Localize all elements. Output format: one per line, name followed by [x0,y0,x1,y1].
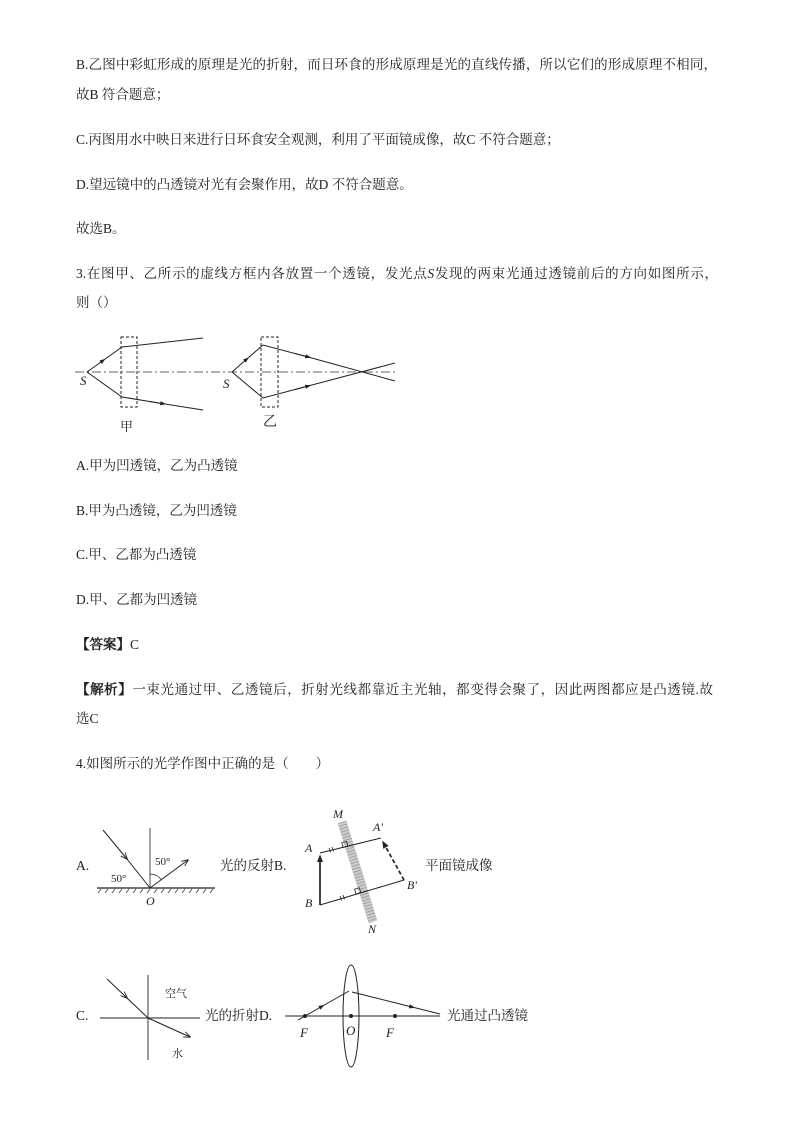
object-bottom-label: B [305,896,313,910]
ray-jia-lower [87,372,165,404]
medium-label-air: 空气 [165,987,187,1000]
mirror-label-m: M [333,807,343,821]
analysis-label: 【解析】 [76,682,133,697]
q3-analysis-line2: 选C [76,711,99,726]
q2-option-c-analysis: C.丙图用水中映日来进行日环食安全观测，利用了平面镜成像，故C 不符合题意； [76,132,560,147]
incident-ray [127,998,148,1018]
incident-ray [127,859,150,888]
q3-answer [76,636,139,654]
image-top-label: A' [373,820,383,834]
refraction-figure [98,970,203,1065]
q2-option-d-analysis: D.望远镜中的凸透镜对光有会聚作用，故D 不符合题意。 [76,177,413,192]
image-bottom-label: B' [407,878,417,892]
incident-ray-arrow [103,830,127,859]
plane-mirror-figure [300,805,425,935]
incidence-point-label: O [146,894,155,908]
ray-yi-lower [232,372,310,398]
source-label-right: S [223,376,230,391]
ray-yi-upper-refracted-arrow [295,354,310,358]
medium-label-water: 水 [172,1047,183,1060]
angle-label-incident: 50° [111,873,127,885]
q3-option-d: D.甲、乙都为凹透镜 [76,592,198,607]
angle-label-reflected: 50° [155,856,171,868]
q4-option-c-label: C. [76,1008,89,1023]
q3-option-a: A.甲为凹透镜，乙为凸透镜 [76,458,238,473]
q4-caption-c-and-label-d [205,1007,272,1025]
mirror-label-n: N [368,922,377,936]
q3-light-source-symbol: S [427,266,435,281]
reflection-figure [90,820,220,915]
q2-conclusion: 故选B。 [76,221,126,236]
ray-yi-upper [248,345,310,358]
q3-option-c: C.甲、乙都为凸透镜 [76,547,197,562]
q4-option-d-label: D. [259,1008,273,1023]
ray-yi-upper-end [310,358,395,382]
optical-center-label: O [346,1023,356,1038]
q3-analysis-line1 [76,681,713,699]
answer-value: C [130,637,140,652]
analysis-text: 一束光通过甲、乙透镜后，折射光线都靠近主光轴，都变得会聚了，因此两图都应是凸透镜.故 [132,682,714,697]
q4-option-d-caption: 光通过凸透镜 [447,1008,528,1023]
incident-ray [324,991,350,1006]
ray-yi-upper-incident-arrow [232,358,248,372]
q3-option-b: B.甲为凸透镜，乙为凹透镜 [76,503,237,518]
incident-ray-arrow [298,1006,324,1021]
q3-stem-text-part2: 发现的两束光通过透镜前后的方向如图所示， [434,266,719,281]
refracted-ray [148,1018,190,1037]
answer-label: 【答案】 [76,637,130,652]
q4-stem: 4.如图所示的光学作图中正确的是（ ） [76,756,330,771]
image-arrow-ab-prime [383,842,404,880]
source-label-left: S [80,373,87,388]
ray-jia-lower-refracted-arrow [150,402,165,404]
refracted-ray-arrow [352,992,414,1008]
focus-label-left: F [300,1025,308,1040]
object-top-label: A [305,841,313,855]
q4-option-a-label: A. [76,858,90,873]
box-label-jia: 甲 [120,420,134,435]
q3-lens-figure [70,330,400,435]
ray-jia-lower-end [165,404,203,410]
q4-option-a-caption: 光的反射 [220,858,274,873]
q2-option-b-analysis-line2: 故B 符合题意； [76,87,170,102]
equal-distance-ticks-b [340,895,345,901]
q3-stem-line2: 则（） [76,295,117,310]
ray-jia-upper [105,338,204,360]
focus-point-right [393,1014,397,1018]
box-label-yi: 乙 [263,414,277,430]
ray-yi-lower-refracted-arrow [295,386,310,390]
incident-ray-arrow [107,979,127,998]
q4-option-b-caption: 平面镜成像 [425,858,493,873]
q3-stem-line1 [76,265,718,283]
q4-option-b-label: B. [274,858,287,873]
ray-jia-upper-incident-arrow [87,360,105,373]
refracted-ray [414,1008,440,1015]
q4-caption-a-and-label-b [220,857,286,875]
q3-stem-text-part1: 3.在图甲、乙所示的虚线方框内各放置一个透镜，发光点 [76,266,428,281]
optical-center-point [349,1014,353,1018]
q4-option-c-caption: 光的折射 [205,1008,259,1023]
focus-label-right: F [386,1025,394,1040]
convex-lens-figure [280,960,445,1072]
ray-yi-lower-end [310,363,395,386]
q2-option-b-analysis-line1: B.乙图中彩虹形成的原理是光的折射，而日环食的形成原理是光的直线传播，所以它们的形成原理不相同， [76,57,717,72]
reflection-angle-arc [150,874,161,880]
mirror-hatching [98,889,213,893]
